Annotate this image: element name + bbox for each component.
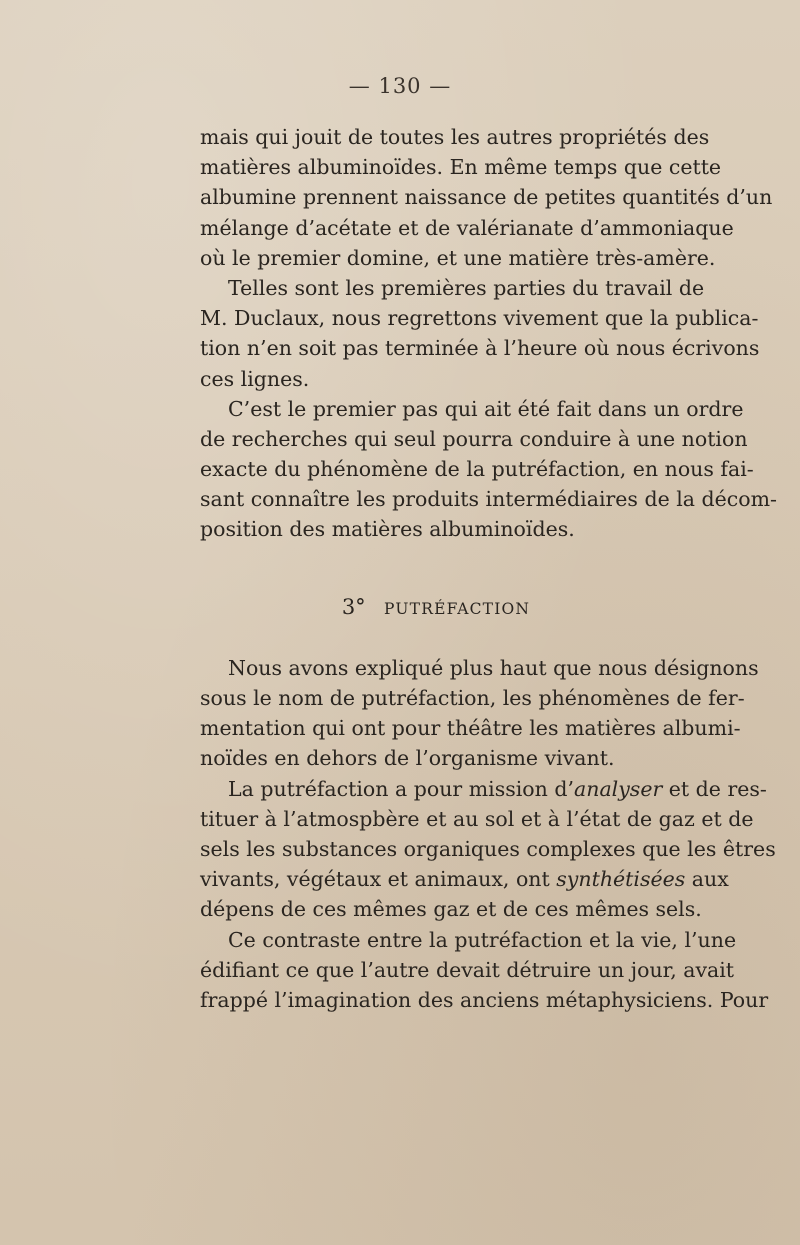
text-line: sous le nom de putréfaction, les phénomènes de fer- xyxy=(200,686,745,710)
section-heading xyxy=(200,592,672,622)
paragraph-6 xyxy=(200,925,769,1016)
paragraph-3 xyxy=(200,394,777,545)
text-line: sant connaître les produits intermédiaires de la décom- xyxy=(200,487,777,512)
text-line xyxy=(200,864,729,894)
text-line: mentation qui ont pour théâtre les matières albumi- xyxy=(200,716,741,741)
text-line: de recherches qui seul pourra conduire à une notion xyxy=(200,426,748,451)
text-line: albumine prennent naissance de petites quantités d’un xyxy=(200,185,773,210)
text-run: et de res- xyxy=(662,776,767,801)
paragraph-5 xyxy=(200,774,776,925)
section-title: PUTRÉFACTION xyxy=(384,599,531,618)
italic-word: analyser xyxy=(574,776,663,801)
text-line: noïdes en dehors de l’organisme vivant. xyxy=(200,746,615,771)
text-line: tion n’en soit pas terminée à l’heure où nous écrivons xyxy=(200,336,760,361)
text-line: Ce contraste entre la putréfaction et la vie, l’une xyxy=(228,927,737,952)
text-run: aux xyxy=(685,867,729,892)
text-run: La putréfaction a pour mission d’ xyxy=(228,776,575,801)
section-number: 3° xyxy=(341,594,366,619)
paragraph-4 xyxy=(200,653,759,774)
text-run: vivants, végétaux et animaux, ont xyxy=(200,867,557,892)
text-line: Nous avons expliqué plus haut que nous désignons xyxy=(228,655,759,680)
text-line: tituer à l’atmospbère et au sol et à l’état de gaz et de xyxy=(200,806,754,831)
text-line: matières albuminoïdes. En même temps que cette xyxy=(200,155,722,180)
text-line: C’est le premier pas qui ait été fait dans un ordre xyxy=(228,396,744,421)
text-line: M. Duclaux, nous regrettons vivement que la publica- xyxy=(200,306,759,331)
text-line: frappé l’imagination des anciens métaphysiciens. Pour xyxy=(200,987,769,1012)
text-line: exacte du phénomène de la putréfaction, en nous fai- xyxy=(200,457,754,482)
body-text xyxy=(200,122,777,1015)
text-line xyxy=(200,774,767,804)
text-line: mélange d’acétate et de valérianate d’ammoniaque xyxy=(200,215,734,240)
text-line: ces lignes. xyxy=(200,366,310,391)
text-line: dépens de ces mêmes gaz et de ces mêmes sels. xyxy=(200,897,702,922)
text-line: Telles sont les premières parties du travail de xyxy=(228,275,705,300)
text-line: édifiant ce que l’autre devait détruire un jour, avait xyxy=(200,957,735,982)
paragraph-1 xyxy=(200,122,773,273)
paragraph-2 xyxy=(200,273,760,394)
text-line: mais qui jouit de toutes les autres propriétés des xyxy=(200,125,710,149)
text-line: où le premier domine, et une matière très-amère. xyxy=(200,245,716,270)
page-number: — 130 — xyxy=(348,74,452,98)
italic-word: synthétisées xyxy=(556,867,686,892)
text-line: sels les substances organiques complexes que les êtres xyxy=(200,836,776,861)
text-line: position des matières albuminoïdes. xyxy=(200,517,575,542)
